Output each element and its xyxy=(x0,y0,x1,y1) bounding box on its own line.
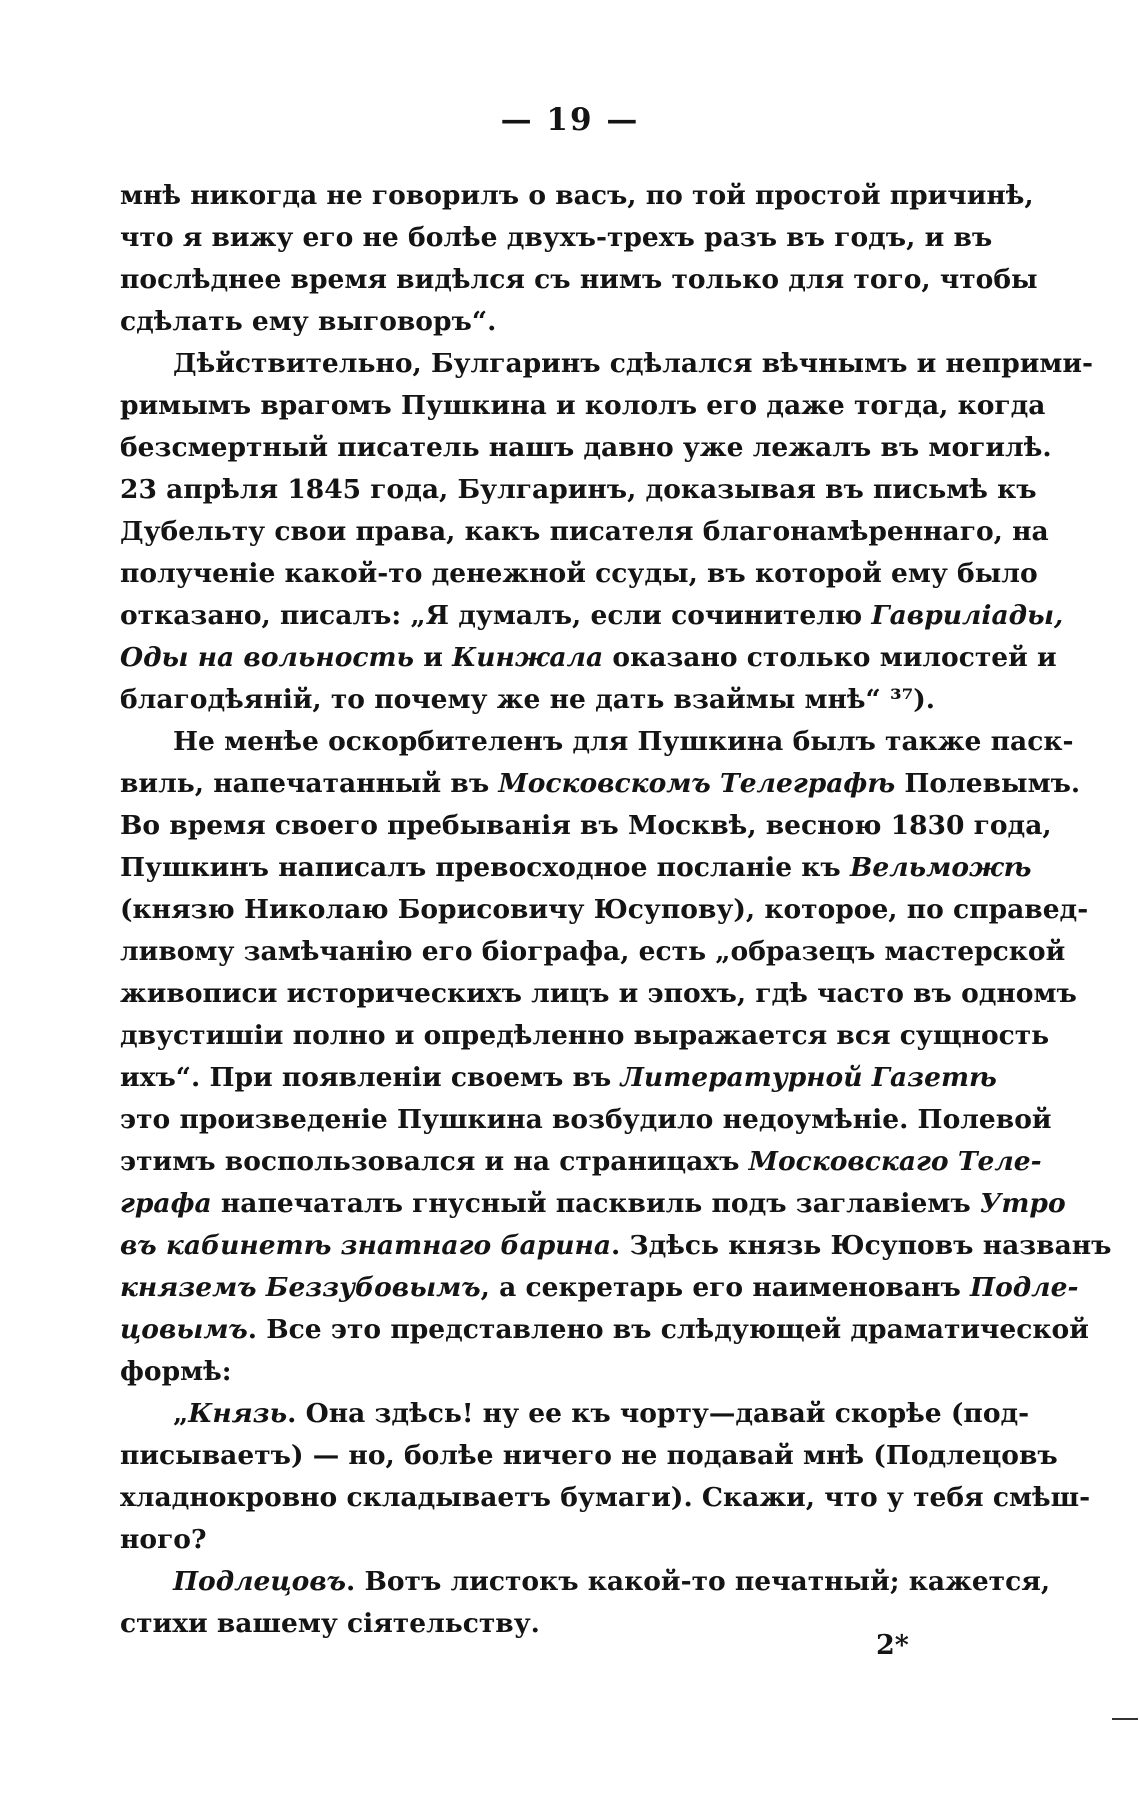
text-line: писываетъ) — но, болѣе ничего не подавай мнѣ (Подлецовъ xyxy=(120,1440,1058,1471)
text-run: этимъ воспользовался и на страницахъ xyxy=(120,1146,749,1177)
text-line: полученіе какой-то денежной ссуды, въ которой ему было xyxy=(120,558,1038,589)
italic-speaker: Подлецовъ xyxy=(173,1566,347,1597)
text-line xyxy=(173,1562,1051,1602)
text-line: благодѣяній, то почему же не дать взаймы мнѣ“ ³⁷). xyxy=(120,684,935,715)
text-run: Пушкинъ написалъ превосходное посланіе къ xyxy=(120,852,850,883)
italic-title: Литературной Газетѣ xyxy=(620,1062,997,1093)
text-line: формѣ: xyxy=(120,1356,232,1387)
italic-name: Подле- xyxy=(970,1272,1079,1303)
text-run: . Здѣсь князь Юсуповъ названъ xyxy=(611,1230,1112,1261)
text-line: Во время своего пребыванія въ Москвѣ, весною 1830 года, xyxy=(120,810,1052,841)
page-number-header: — 19 — xyxy=(500,102,640,138)
italic-title: Гавриліады, xyxy=(871,600,1064,631)
italic-title: Кинжала xyxy=(452,642,604,673)
italic-title: Оды на вольность xyxy=(120,642,415,673)
italic-title: Московскаго Теле- xyxy=(748,1146,1042,1177)
text-line: ливому замѣчанію его біографа, есть „образецъ мастерской xyxy=(120,936,1066,967)
text-run: ихъ“. При появленіи своемъ въ xyxy=(120,1062,621,1093)
text-line: послѣднее время видѣлся съ нимъ только для того, чтобы xyxy=(120,264,1038,295)
margin-tick xyxy=(1112,1718,1138,1720)
text-line xyxy=(120,596,1064,636)
text-line: (князю Николаю Борисовичу Юсупову), которое, по справед- xyxy=(120,894,1089,925)
text-line: 23 апрѣля 1845 года, Булгаринъ, доказывая въ письмѣ къ xyxy=(120,474,1037,505)
italic-title: въ кабинетѣ знатнаго барина xyxy=(120,1230,612,1261)
text-line xyxy=(120,1268,1079,1308)
text-run: „ xyxy=(173,1398,189,1429)
text-run: Полевымъ. xyxy=(895,768,1081,799)
text-line: римымъ врагомъ Пушкина и кололъ его даже тогда, когда xyxy=(120,390,1046,421)
italic-speaker: Князь xyxy=(188,1398,288,1429)
text-line: живописи историческихъ лицъ и эпохъ, гдѣ часто въ одномъ xyxy=(120,978,1077,1009)
text-run: отказано, писалъ: „Я думалъ, если сочинителю xyxy=(120,600,872,631)
text-line xyxy=(120,1184,1066,1224)
italic-name: княземъ Беззубовымъ xyxy=(120,1272,481,1303)
text-run: виль, напечатанный въ xyxy=(120,768,499,799)
text-line xyxy=(120,1226,1112,1266)
text-line xyxy=(173,1394,1030,1434)
text-line: мнѣ никогда не говорилъ о васъ, по той простой причинѣ, xyxy=(120,180,1034,211)
text-line: Не менѣе оскорбителенъ для Пушкина былъ также паск- xyxy=(173,726,1074,757)
text-run: , а секретарь его наименованъ xyxy=(480,1272,971,1303)
italic-title: Утро xyxy=(979,1188,1066,1219)
italic-title: графа xyxy=(120,1188,212,1219)
text-line xyxy=(120,764,1081,804)
text-line: стихи вашему сіятельству. xyxy=(120,1608,540,1639)
text-line: двустишіи полно и опредѣленно выражается вся сущность xyxy=(120,1020,1050,1051)
text-line xyxy=(120,1142,1042,1182)
text-line: Дѣйствительно, Булгаринъ сдѣлался вѣчнымъ и неприми- xyxy=(173,348,1094,379)
text-run: . Вотъ листокъ какой-то печатный; кажется, xyxy=(346,1566,1051,1597)
text-line: сдѣлать ему выговоръ“. xyxy=(120,306,497,337)
text-run: напечаталъ гнусный пасквиль подъ заглавіемъ xyxy=(211,1188,980,1219)
text-run: . Все это представлено въ слѣдующей драматической xyxy=(247,1314,1089,1345)
text-run: и xyxy=(414,642,453,673)
italic-title: Вельможѣ xyxy=(849,852,1032,883)
text-line xyxy=(120,1058,997,1098)
text-run: . Она здѣсь! ну ее къ чорту—давай скорѣе (под- xyxy=(287,1398,1030,1429)
text-line xyxy=(120,638,1057,678)
text-line: что я вижу его не болѣе двухъ-трехъ разъ въ годъ, и въ xyxy=(120,222,993,253)
text-line: хладнокровно складываетъ бумаги). Скажи, что у тебя смѣш- xyxy=(120,1482,1091,1513)
italic-name: цовымъ xyxy=(120,1314,248,1345)
text-line: Дубельту свои права, какъ писателя благонамѣреннаго, на xyxy=(120,516,1049,547)
text-run: оказано столько милостей и xyxy=(603,642,1057,673)
text-line: ного? xyxy=(120,1524,207,1555)
signature-mark: 2* xyxy=(876,1630,909,1661)
italic-title: Московскомъ Телеграфѣ xyxy=(498,768,896,799)
text-line: это произведеніе Пушкина возбудило недоумѣніе. Полевой xyxy=(120,1104,1052,1135)
text-line: безсмертный писатель нашъ давно уже лежалъ въ могилѣ. xyxy=(120,432,1052,463)
text-line xyxy=(120,1310,1089,1350)
text-line xyxy=(120,848,1032,888)
